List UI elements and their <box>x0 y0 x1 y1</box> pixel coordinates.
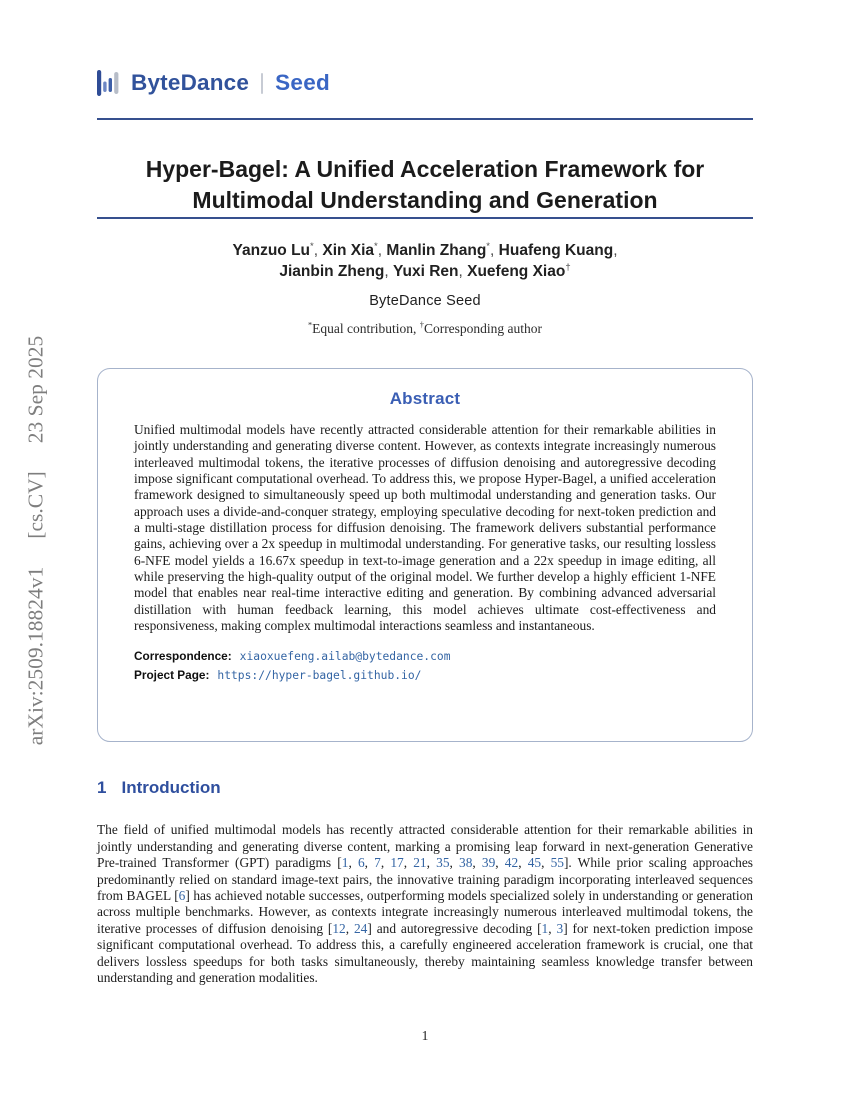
citation-link[interactable]: 55 <box>550 855 564 871</box>
author-line-2: Jianbin Zheng, Yuxi Ren, Xuefeng Xiao† <box>279 261 571 280</box>
citation-link[interactable]: 3 <box>556 920 564 936</box>
paper-title-line2: Multimodal Understanding and Generation <box>192 187 658 214</box>
superscript-marker: † <box>419 320 424 330</box>
citation-link[interactable]: 12 <box>332 920 346 936</box>
author-name: Xuefeng Xiao <box>467 263 566 280</box>
header-rule-top <box>97 118 753 120</box>
section-1-number: 1 <box>97 778 107 797</box>
arxiv-watermark <box>23 271 50 811</box>
arxiv-date: 23 Sep 2025 <box>23 335 48 444</box>
header-rule-bottom <box>97 217 753 219</box>
page-number: 1 <box>421 1028 429 1043</box>
citation-link[interactable]: 17 <box>390 855 404 871</box>
citation-link[interactable]: 35 <box>436 855 450 871</box>
brand-divider <box>261 73 263 94</box>
citation-link[interactable]: 7 <box>374 855 381 871</box>
citation-link[interactable]: 1 <box>341 855 349 871</box>
citation-link[interactable]: 24 <box>353 920 368 936</box>
correspondence-label: Correspondence: <box>134 649 232 664</box>
arxiv-id: arXiv:2509.18824v1 <box>23 566 48 746</box>
citation-link[interactable]: 38 <box>459 855 473 871</box>
section-1-heading <box>97 778 221 798</box>
abstract-box <box>97 368 753 742</box>
citation-link[interactable]: 45 <box>527 855 542 871</box>
citation-link[interactable]: 1 <box>541 920 549 936</box>
author-name: Yanzuo Lu <box>232 242 310 259</box>
introduction-paragraph: The field of unified multimodal models has recently attracted considerable attention for their remarkable abilities in jointly understanding and generating diverse content, marking a promising leap forward in next-generation Generative Pre-trained Transformer (GPT) paradigms [1, 6, 7, 17, 21, 35, 38, 39, 42, 45, 55]. While prior scaling approaches predominantly relied on standard image-text pairs, the innovative training paradigm incorporating interleaved sequences from BAGEL [6] has achieved notable successes, outperforming models specialized solely in understanding or generation across multiple benchmarks. However, as contexts integrate increasingly numerous interleaved multimodal tokens, the iterative processes of diffusion denoising [12, 24] and autoregressive decoding [1, 3] for next-token prediction impose significant computational overhead. To address this, a carefully engineered acceleration framework is crucial, one that delivers lossless speedups for both tasks simultaneously, thereby maintaining seamless knowledge transfer between understanding and generation modalities. <box>97 822 754 986</box>
project-page-label: Project Page: <box>134 668 210 683</box>
author-line-1: Yanzuo Lu*, Xin Xia*, Manlin Zhang*, Huafeng Kuang, <box>232 240 618 259</box>
brand-suffix: Seed <box>275 70 331 95</box>
brand-lockup <box>97 69 330 97</box>
superscript-marker: * <box>374 240 378 252</box>
superscript-marker: * <box>307 320 313 330</box>
citation-link[interactable]: 42 <box>504 855 519 871</box>
project-page-row <box>134 668 716 682</box>
author-name: Manlin Zhang <box>386 242 487 259</box>
superscript-marker: † <box>565 261 571 273</box>
citation-link[interactable]: 39 <box>481 855 496 871</box>
citation-link[interactable]: 21 <box>413 855 427 871</box>
arxiv-category: [cs.CV] <box>23 471 48 539</box>
author-name: Yuxi Ren <box>393 263 459 280</box>
citation-link[interactable]: 6 <box>357 855 365 871</box>
brand-name: ByteDance <box>131 70 250 95</box>
citation-link[interactable]: 6 <box>178 888 186 904</box>
abstract-heading: Abstract <box>389 389 461 408</box>
abstract-body: Unified multimodal models have recently attracted considerable attention for their remarkable abilities in jointly understanding and generating diverse content. However, as contexts integrate increasingly numerous interleaved multimodal tokens, the iterative processes of diffusion denoising and autoregressive decoding impose significant computational overhead. To address this, we propose Hyper-Bagel, a unified acceleration framework designed to simultaneously speed up both multimodal understanding and generation tasks. Our approach uses a divide-and-conquer strategy, employing speculative decoding for next-token prediction and a multi-stage distillation process for diffusion denoising. The framework delivers substantial performance gains, achieving over a 2x speedup in multimodal understanding. For generative tasks, our resulting lossless 6-NFE model yields a 16.67x speedup in text-to-image generation and a 22x speedup in image editing, all while preserving the high-quality output of the original model. We further develop a highly efficient 1-NFE model that enables near real-time interactive editing and generation. By combining advanced adversarial distillation with human feedback learning, this model achieves ultimate cost-effectiveness and responsiveness, making complex multimodal interactions seamless and instantaneous. <box>134 422 716 634</box>
paper-title <box>97 154 753 216</box>
author-name: Jianbin Zheng <box>279 263 385 280</box>
author-name: Xin Xia <box>322 242 375 259</box>
contribution-note: *Equal contribution, †Corresponding author <box>307 320 543 336</box>
affiliation: ByteDance Seed <box>369 293 481 309</box>
author-list <box>97 240 753 282</box>
project-page-link[interactable]: https://hyper-bagel.github.io/ <box>217 669 422 683</box>
superscript-marker: * <box>486 240 491 252</box>
author-name: Huafeng Kuang <box>498 242 614 259</box>
correspondence-email-link[interactable]: xiaoxuefeng.ailab@bytedance.com <box>239 650 451 664</box>
superscript-marker: * <box>310 240 314 252</box>
paper-title-line1: Hyper-Bagel: A Unified Acceleration Framework for <box>145 156 705 183</box>
section-1-title: Introduction <box>121 778 221 797</box>
correspondence-row <box>134 649 716 663</box>
bytedance-bars-icon <box>97 69 122 97</box>
